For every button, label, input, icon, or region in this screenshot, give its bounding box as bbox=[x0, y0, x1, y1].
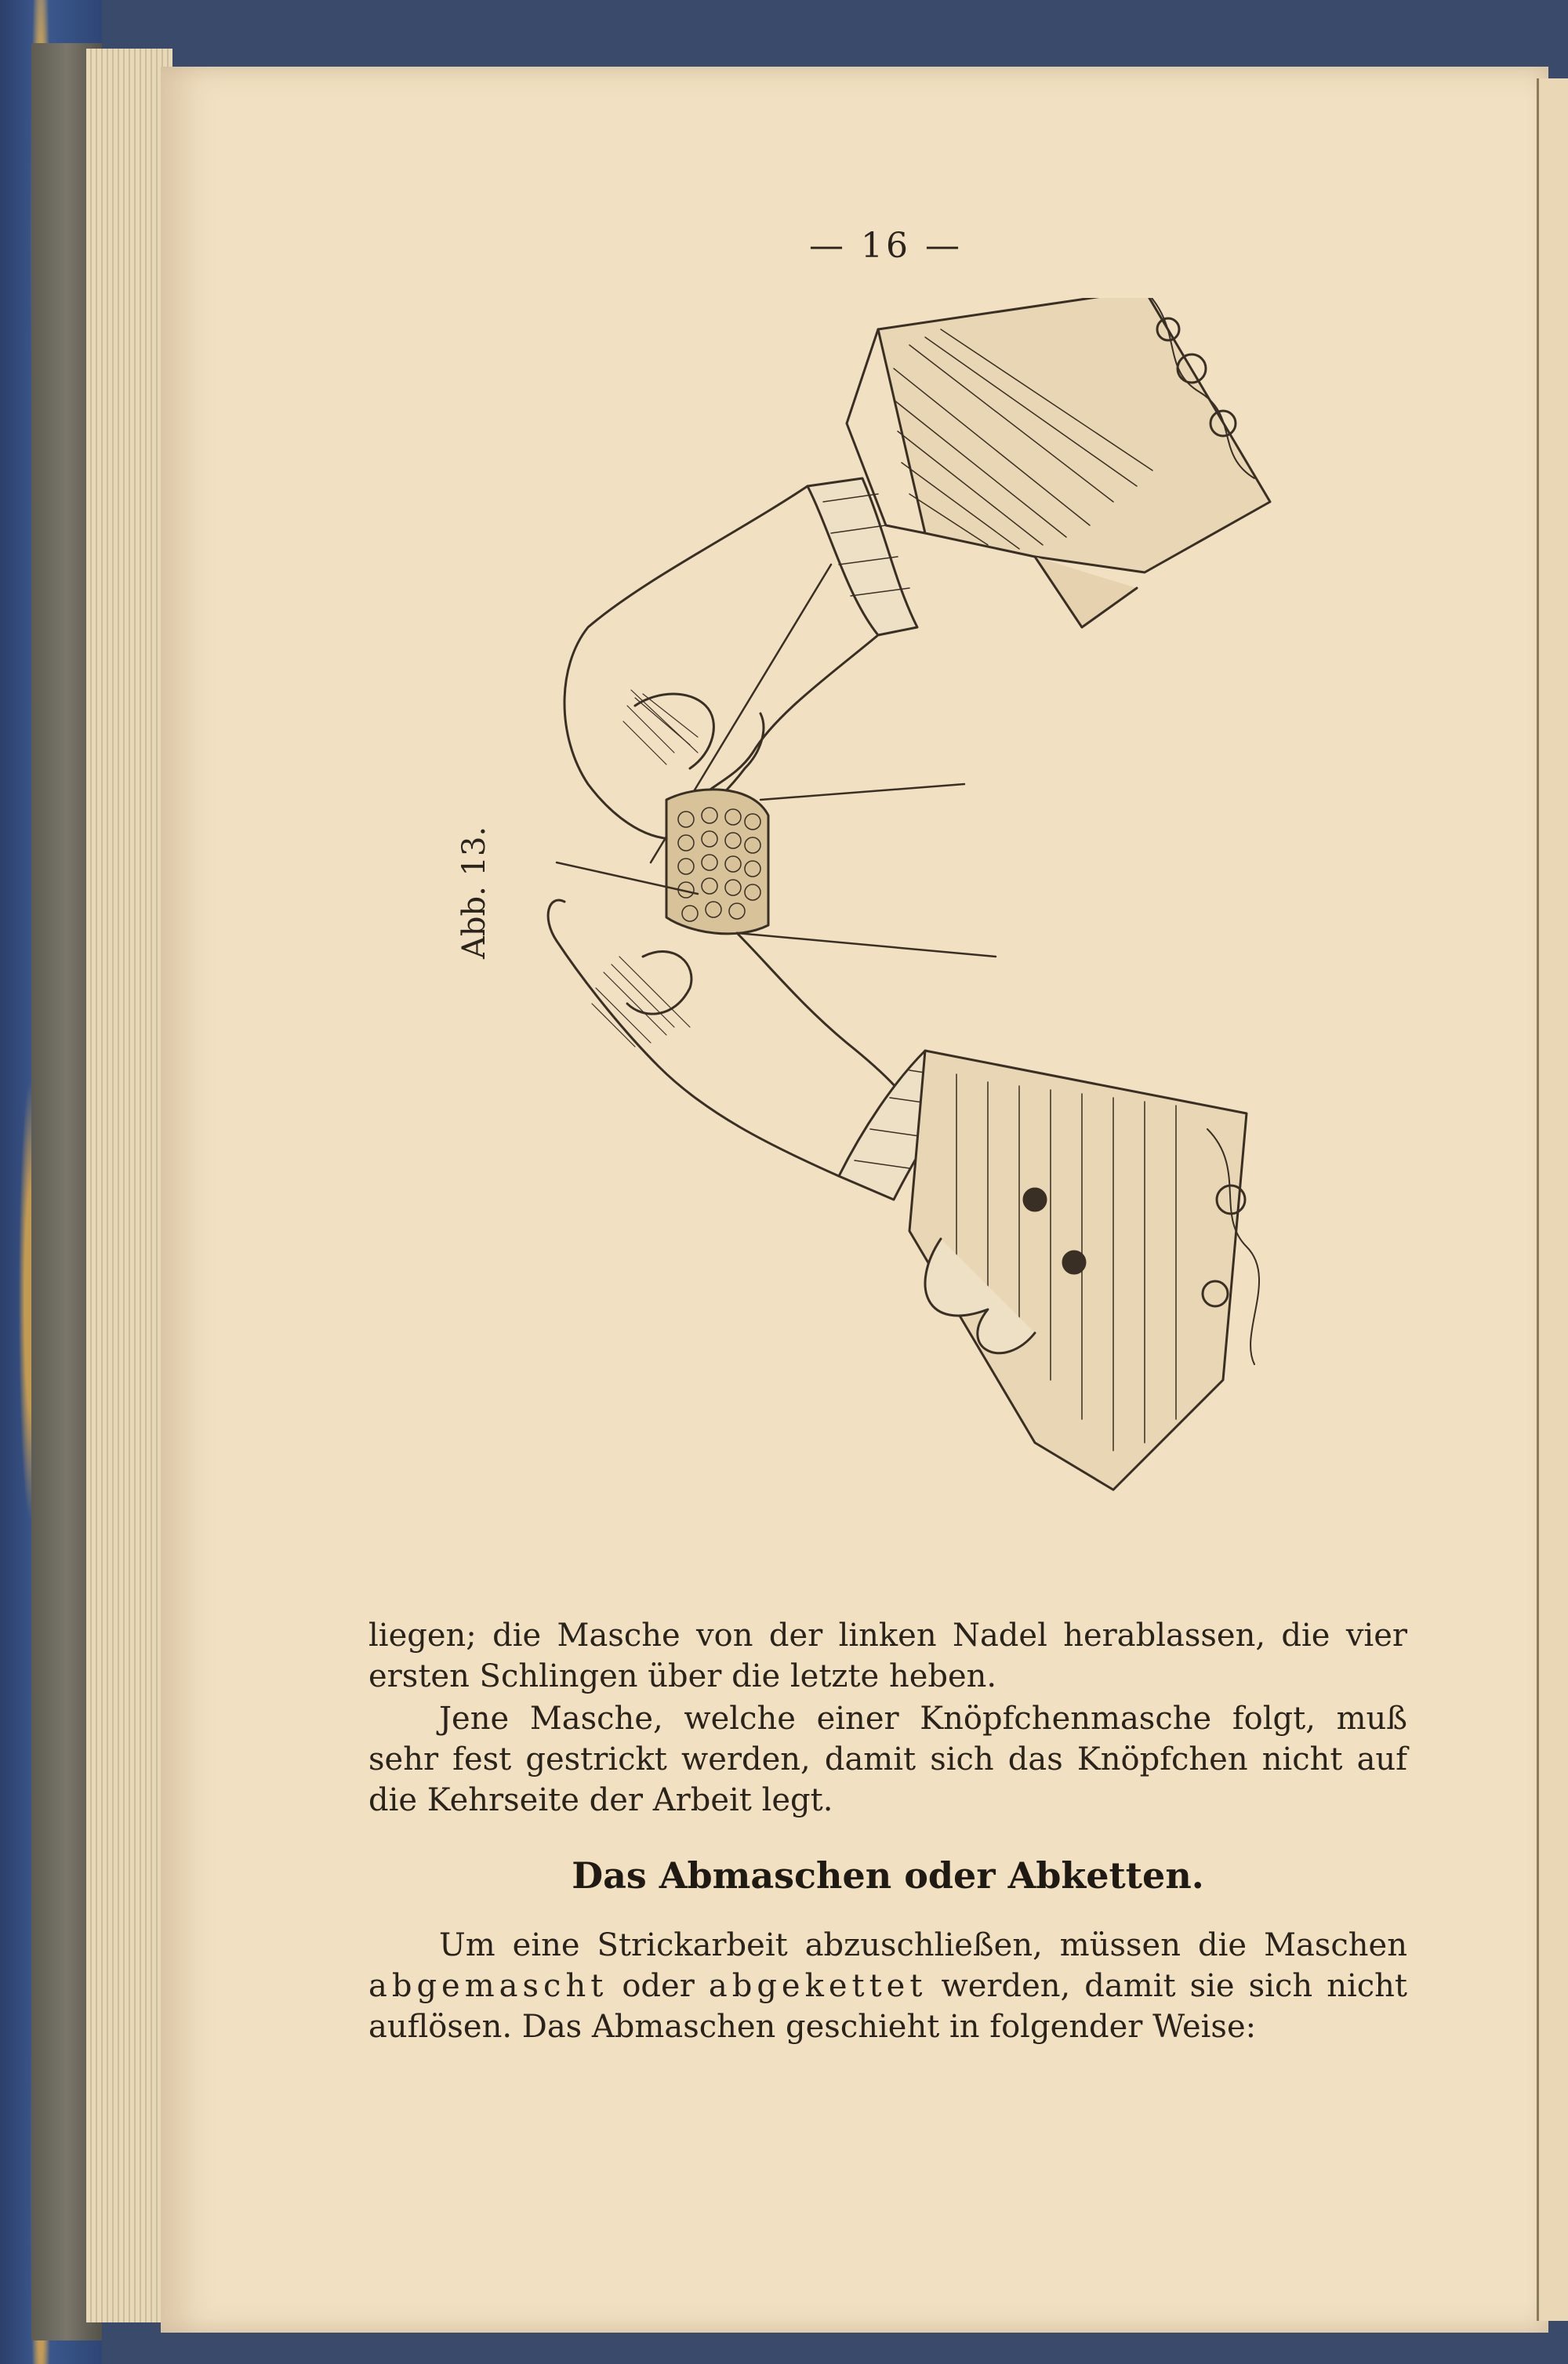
paragraph-abmaschen-mid: oder bbox=[608, 1968, 709, 2004]
figure-label: Abb. 13. bbox=[456, 826, 492, 959]
paragraph-abmaschen-start: Um eine Strickarbeit abzuschließen, müssen die Maschen bbox=[439, 1927, 1407, 1963]
facing-page-edge bbox=[1537, 78, 1568, 2321]
paragraph-abmaschen-end: werden, damit sie sich nicht auflösen. Das Abmaschen geschieht in folgender Weise: bbox=[368, 1968, 1407, 2045]
page-edges bbox=[86, 49, 172, 2322]
paragraph-continued: liegen; die Masche von der linken Nadel herablassen, die vier ersten Schlingen über die letzte heben. bbox=[368, 1618, 1407, 1694]
emphasis-abgekettet: abgekettet bbox=[708, 1968, 927, 2004]
page-number: — 16 — bbox=[809, 226, 963, 266]
paragraph-knopfchen: Jene Masche, welche einer Knöpfchenmasche folgt, muß sehr fest gestrickt werden, damit sich das Knöpfchen nicht auf die Kehrseite der Arbeit legt. bbox=[368, 1701, 1407, 1818]
section-heading: Das Abmaschen oder Abketten. bbox=[572, 1854, 1204, 1897]
paragraph-abmaschen bbox=[368, 1925, 1407, 2047]
emphasis-abgemascht: abgemascht bbox=[368, 1968, 608, 2004]
knitting-hands-illustration bbox=[439, 298, 1380, 1615]
